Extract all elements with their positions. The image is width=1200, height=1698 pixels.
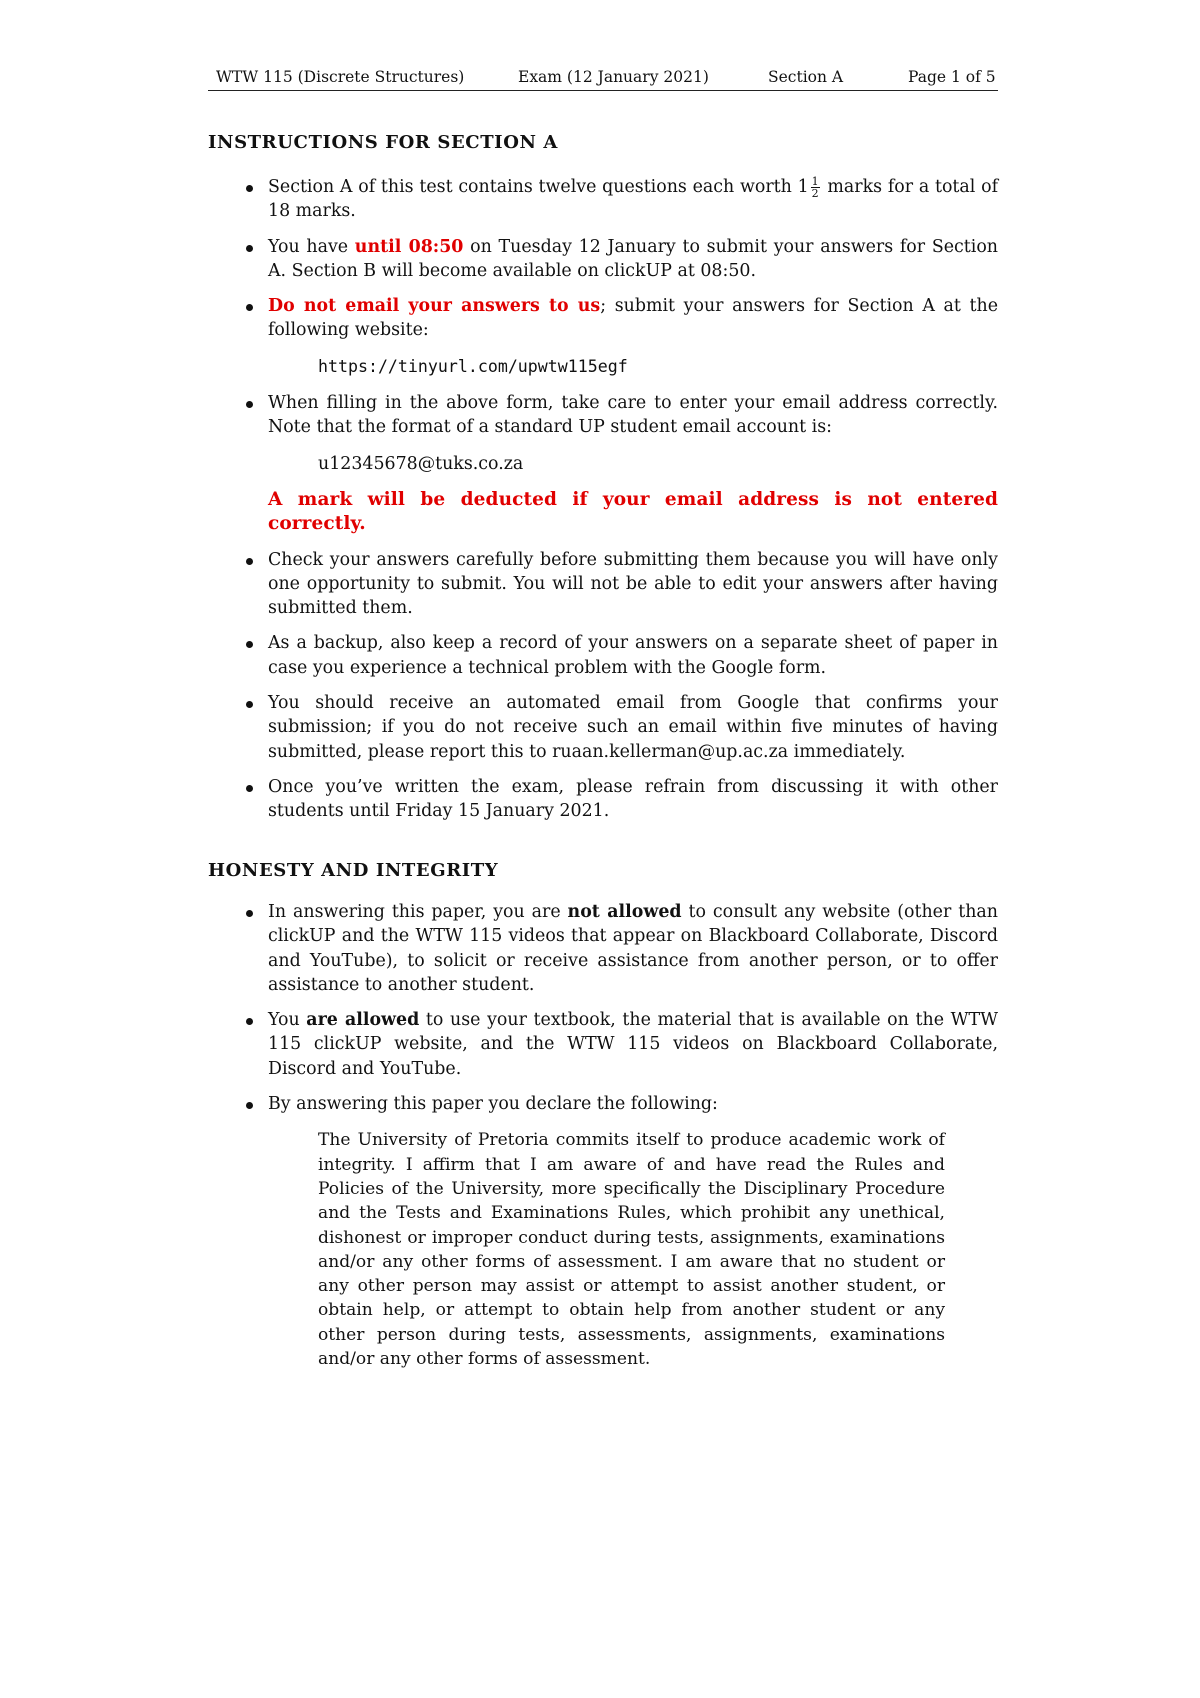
fraction-denominator: 2 [811, 187, 819, 200]
bullet-icon [246, 558, 253, 565]
item-text: Check your answers carefully before submitting them because you will have only one opportunity to submit. You will not be able to edit your answers after having submitted them. [268, 549, 998, 619]
integrity-declaration: The University of Pretoria commits itself to produce academic work of integrity. I affirm that I am aware of and have read the Rules and Policies of the University, more specifically the Disciplinary Procedure and the Tests and Examinations Rules, which prohibit any unethical, dishonest or improper conduct during tests, assignments, examinations and/or any other forms of assessment. I am aware that no student or any other person may assist or attempt to assist another student, or obtain help, or attempt to obtain help from another student or any other person during tests, assessments, assignments, examinations and/or any other forms of assessment. [318, 1130, 945, 1370]
page-header [208, 66, 998, 91]
list-item [208, 294, 998, 379]
fraction-numerator: 1 [811, 175, 819, 188]
bullet-icon [246, 245, 253, 252]
submission-url[interactable]: https://tinyurl.com/upwtw115egf [318, 356, 628, 376]
item-text: By answering this paper you declare the following: [268, 1094, 718, 1115]
item-text: to use your textbook, the material that is available on the WTW 115 clickUP website, and the WTW 115 videos on Blackboard Collaborate, Discord and YouTube. [268, 1010, 998, 1079]
bullet-icon [246, 304, 253, 311]
item-text: When filling in the above form, take care to enter your email address correctly. Note that the format of a standard UP student email account is: [268, 393, 998, 438]
list-item [208, 235, 998, 284]
bullet-icon [246, 701, 253, 708]
bullet-icon [246, 785, 253, 792]
bullet-icon [246, 1018, 253, 1025]
section-a-title: INSTRUCTIONS FOR SECTION A [208, 132, 558, 153]
list-item [208, 775, 998, 824]
item-text: Once you’ve written the exam, please refrain from discussing it with other students until Friday 15 January 2021. [268, 776, 998, 822]
list-item [208, 548, 998, 621]
item-text: to consult any website (other than clickUP and the WTW 115 videos that appear on Blackboard Collaborate, Discord and YouTube), to solicit or receive assistance from another person, or to offer assistance to another student. [268, 902, 998, 995]
bullet-icon [246, 910, 253, 917]
list-item [208, 175, 998, 224]
email-mark-warning: A mark will be deducted if your email address is not entered correctly. [268, 488, 998, 535]
item-text: marks for a total of 18 marks. [268, 177, 999, 222]
email-format-example: u12345678@tuks.co.za [318, 453, 524, 474]
item-text: In answering this paper, you are [268, 902, 568, 922]
item-text: You should receive an automated email from Google that confirms your submission; if you do not receive such an email within five minutes of having submitted, please report this to ruaan.kellerman@up.ac.za immediately. [268, 693, 998, 762]
no-email-warning: Do not email your answers to us [268, 296, 601, 317]
honesty-list [208, 900, 998, 1382]
item-text: You [268, 1010, 307, 1031]
bullet-icon [246, 185, 253, 192]
list-item [208, 1008, 998, 1081]
item-text: You have [268, 236, 355, 257]
item-text: As a backup, also keep a record of your answers on a separate sheet of paper in case you experience a technical problem with the Google form. [268, 633, 998, 678]
item-text: Section A of this test contains twelve questions each worth 1 [268, 177, 809, 197]
bullet-icon [246, 641, 253, 648]
honesty-title: HONESTY AND INTEGRITY [208, 860, 499, 881]
bullet-icon [246, 1102, 253, 1109]
list-item [208, 691, 998, 764]
list-item [208, 1092, 998, 1371]
header-exam-date: Exam (12 January 2021) [518, 68, 709, 86]
allowed-emphasis: are allowed [306, 1010, 420, 1031]
section-a-instructions [208, 175, 998, 835]
item-text: ; submit your answers for Section A at the following website: [268, 296, 999, 341]
header-course: WTW 115 (Discrete Structures) [216, 68, 465, 86]
item-text: on Tuesday 12 January to submit your answers for Section A. Section B will become available on clickUP at 08:50. [268, 236, 998, 281]
deadline-highlight: until 08:50 [354, 236, 464, 257]
fraction [811, 176, 820, 199]
header-section: Section A [768, 68, 844, 86]
header-page-number: Page 1 of 5 [908, 68, 996, 86]
bullet-icon [246, 401, 253, 408]
not-allowed-emphasis: not allowed [567, 902, 682, 922]
list-item [208, 631, 998, 680]
list-item [208, 391, 998, 536]
list-item [208, 900, 998, 997]
